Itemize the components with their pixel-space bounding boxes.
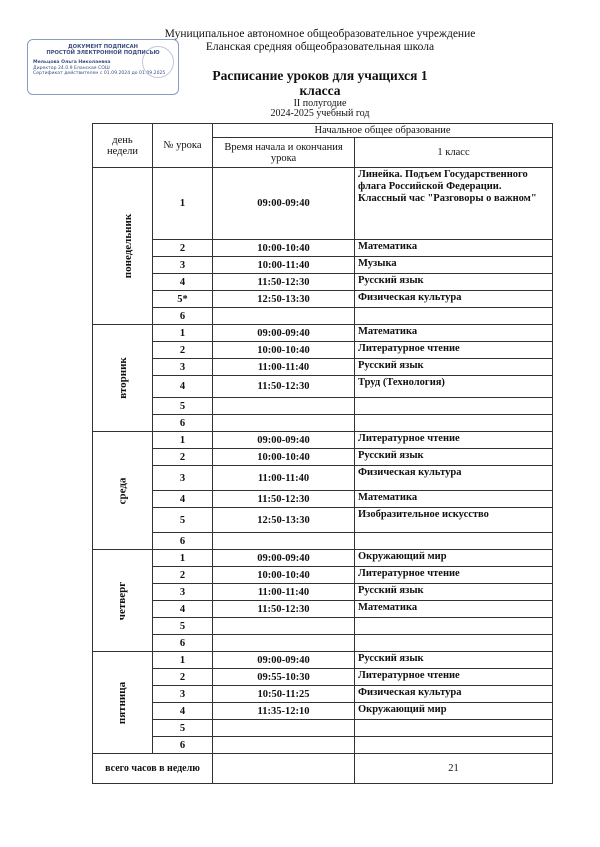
lesson-number-cell: 2 (153, 669, 213, 686)
lesson-time-cell: 10:00-10:40 (213, 449, 355, 466)
organization-name-line2: Еланская средняя общеобразовательная школа (205, 41, 435, 53)
day-cell (93, 652, 153, 754)
schedule-row (93, 291, 553, 308)
lesson-subject-cell: Физическая культура (355, 686, 553, 703)
lesson-time-cell: 11:50-12:30 (213, 601, 355, 618)
schedule-row (93, 508, 553, 533)
schedule-row (93, 449, 553, 466)
schedule-row (93, 618, 553, 635)
lesson-subject-cell: Литературное чтение (355, 342, 553, 359)
schedule-row (93, 703, 553, 720)
lesson-number-cell: 1 (153, 325, 213, 342)
lesson-subject-cell: Русский язык (355, 652, 553, 669)
lesson-subject-cell: Окружающий мир (355, 703, 553, 720)
schedule-row (93, 466, 553, 491)
lesson-number-cell: 3 (153, 686, 213, 703)
stamp-title-line2: ПРОСТОЙ ЭЛЕКТРОННОЙ ПОДПИСЬЮ (46, 50, 160, 56)
lesson-number-cell: 3 (153, 584, 213, 601)
lesson-number-cell: 2 (153, 449, 213, 466)
schedule-row (93, 584, 553, 601)
lesson-time-cell (213, 635, 355, 652)
day-cell (93, 168, 153, 325)
schedule-row (93, 415, 553, 432)
schedule-row (93, 567, 553, 584)
lesson-subject-cell: Музыка (355, 257, 553, 274)
lesson-time-cell (213, 618, 355, 635)
lesson-number-cell: 1 (153, 432, 213, 449)
lesson-time-cell (213, 308, 355, 325)
schedule-row (93, 686, 553, 703)
total-empty-cell (213, 754, 355, 784)
lesson-number-cell: 5 (153, 398, 213, 415)
stamp-certificate: Сертификат действителен с 01.09.2024 до 01.09.2025 (33, 71, 166, 77)
lesson-number-cell: 4 (153, 376, 213, 398)
lesson-number-cell: 6 (153, 533, 213, 550)
lesson-time-cell: 09:00-09:40 (213, 652, 355, 669)
total-hours-label: всего часов в неделю (93, 754, 213, 784)
lesson-number-cell: 2 (153, 342, 213, 359)
lesson-subject-cell: Физическая культура (355, 291, 553, 308)
day-cell (93, 550, 153, 652)
total-row (93, 754, 553, 784)
lesson-subject-cell (355, 533, 553, 550)
schedule-row (93, 325, 553, 342)
header-time: Время начала и окончания урока (213, 138, 355, 168)
lesson-number-cell: 4 (153, 601, 213, 618)
day-label: среда (116, 477, 129, 504)
lesson-subject-cell: Литературное чтение (355, 669, 553, 686)
title-line1: Расписание уроков для учащихся 1 (212, 68, 428, 83)
lesson-number-cell: 5 (153, 618, 213, 635)
lesson-subject-cell: Математика (355, 601, 553, 618)
stamp-owner: Мельцова Ольга Николаевна (33, 60, 111, 65)
lesson-subject-cell: Физическая культура (355, 466, 553, 491)
lesson-number-cell: 2 (153, 240, 213, 257)
lesson-subject-cell: Математика (355, 491, 553, 508)
lesson-number-cell: 4 (153, 491, 213, 508)
day-cell (93, 325, 153, 432)
lesson-number-cell: 5* (153, 291, 213, 308)
lesson-subject-cell: Русский язык (355, 449, 553, 466)
schedule-row (93, 274, 553, 291)
day-label: четверг (116, 581, 129, 620)
lesson-time-cell (213, 415, 355, 432)
day-label: пятница (116, 681, 129, 724)
title-line2: класса (299, 83, 341, 98)
lesson-time-cell: 09:00-09:40 (213, 550, 355, 567)
schedule-row (93, 533, 553, 550)
lesson-number-cell: 5 (153, 720, 213, 737)
schedule-row (93, 359, 553, 376)
schedule-row (93, 308, 553, 325)
lesson-subject-cell (355, 415, 553, 432)
lesson-number-cell: 6 (153, 308, 213, 325)
schedule-row (93, 635, 553, 652)
schedule-row (93, 342, 553, 359)
academic-year-label: 2024-2025 учебный год (270, 108, 370, 119)
lesson-number-cell: 3 (153, 359, 213, 376)
lesson-number-cell: 6 (153, 737, 213, 754)
lesson-time-cell: 10:00-10:40 (213, 342, 355, 359)
lesson-time-cell (213, 720, 355, 737)
lesson-time-cell: 09:55-10:30 (213, 669, 355, 686)
day-cell (93, 432, 153, 550)
schedule-row (93, 168, 553, 240)
lesson-time-cell: 09:00-09:40 (213, 432, 355, 449)
lesson-time-cell: 11:00-11:40 (213, 359, 355, 376)
lesson-subject-cell: Русский язык (355, 274, 553, 291)
lesson-number-cell: 1 (153, 652, 213, 669)
lesson-time-cell: 11:00-11:40 (213, 584, 355, 601)
schedule-row (93, 652, 553, 669)
lesson-subject-cell: Изобразительное искусство (355, 508, 553, 533)
lesson-number-cell: 3 (153, 257, 213, 274)
schedule-row (93, 550, 553, 567)
schedule-row (93, 432, 553, 449)
schedule-row (93, 601, 553, 618)
lesson-subject-cell: Труд (Технология) (355, 376, 553, 398)
lesson-time-cell: 11:50-12:30 (213, 274, 355, 291)
term-label: II полугодие (293, 98, 347, 109)
lesson-number-cell: 3 (153, 466, 213, 491)
schedule-row (93, 257, 553, 274)
lesson-time-cell: 11:50-12:30 (213, 491, 355, 508)
lesson-number-cell: 6 (153, 635, 213, 652)
stamp-position: Директор 24.0.9 Еланская СОШ (33, 65, 110, 71)
header-lesson-number: № урока (153, 124, 213, 168)
lesson-number-cell: 5 (153, 508, 213, 533)
lesson-subject-cell: Математика (355, 240, 553, 257)
lesson-time-cell: 10:50-11:25 (213, 686, 355, 703)
schedule-row (93, 398, 553, 415)
lesson-number-cell: 4 (153, 703, 213, 720)
lesson-subject-cell (355, 720, 553, 737)
schedule-row (93, 669, 553, 686)
lesson-subject-cell: Литературное чтение (355, 432, 553, 449)
lesson-number-cell: 6 (153, 415, 213, 432)
lesson-time-cell: 09:00-09:40 (213, 168, 355, 240)
schedule-table (92, 123, 553, 784)
lesson-time-cell (213, 533, 355, 550)
lesson-subject-cell: Литературное чтение (355, 567, 553, 584)
lesson-time-cell: 09:00-09:40 (213, 325, 355, 342)
lesson-subject-cell (355, 737, 553, 754)
stamp-title-line1: ДОКУМЕНТ ПОДПИСАН (68, 44, 138, 50)
lesson-number-cell: 1 (153, 550, 213, 567)
document-subtitle (0, 99, 600, 119)
lesson-time-cell: 10:00-10:40 (213, 567, 355, 584)
lesson-subject-cell: Математика (355, 325, 553, 342)
lesson-number-cell: 2 (153, 567, 213, 584)
schedule-body (93, 168, 553, 754)
lesson-subject-cell: Русский язык (355, 584, 553, 601)
lesson-number-cell: 1 (153, 168, 213, 240)
schedule-row (93, 737, 553, 754)
schedule-row (93, 491, 553, 508)
lesson-time-cell: 12:50-13:30 (213, 291, 355, 308)
organization-name-line1: Муниципальное автономное общеобразовательное учреждение (164, 28, 476, 40)
lesson-time-cell: 12:50-13:30 (213, 508, 355, 533)
lesson-subject-cell (355, 618, 553, 635)
lesson-time-cell: 10:00-10:40 (213, 240, 355, 257)
lesson-time-cell: 10:00-11:40 (213, 257, 355, 274)
header-education-level: Начальное общее образование (213, 124, 553, 138)
lesson-time-cell (213, 398, 355, 415)
lesson-subject-cell: Линейка. Подъем Государственного флага Российской Федерации. Классный час "Разговоры о важном" (355, 168, 553, 240)
header-day: день недели (93, 124, 153, 168)
lesson-subject-cell (355, 635, 553, 652)
day-label: вторник (116, 357, 129, 399)
header-class: 1 класс (355, 138, 553, 168)
lesson-subject-cell (355, 308, 553, 325)
schedule-row (93, 376, 553, 398)
lesson-number-cell: 4 (153, 274, 213, 291)
lesson-subject-cell: Окружающий мир (355, 550, 553, 567)
lesson-time-cell: 11:50-12:30 (213, 376, 355, 398)
document-title (0, 65, 600, 98)
total-hours-value: 21 (355, 754, 553, 784)
lesson-subject-cell: Русский язык (355, 359, 553, 376)
lesson-time-cell (213, 737, 355, 754)
lesson-subject-cell (355, 398, 553, 415)
lesson-time-cell: 11:00-11:40 (213, 466, 355, 491)
schedule-row (93, 720, 553, 737)
schedule-row (93, 240, 553, 257)
day-label: понедельник (122, 213, 135, 279)
lesson-time-cell: 11:35-12:10 (213, 703, 355, 720)
